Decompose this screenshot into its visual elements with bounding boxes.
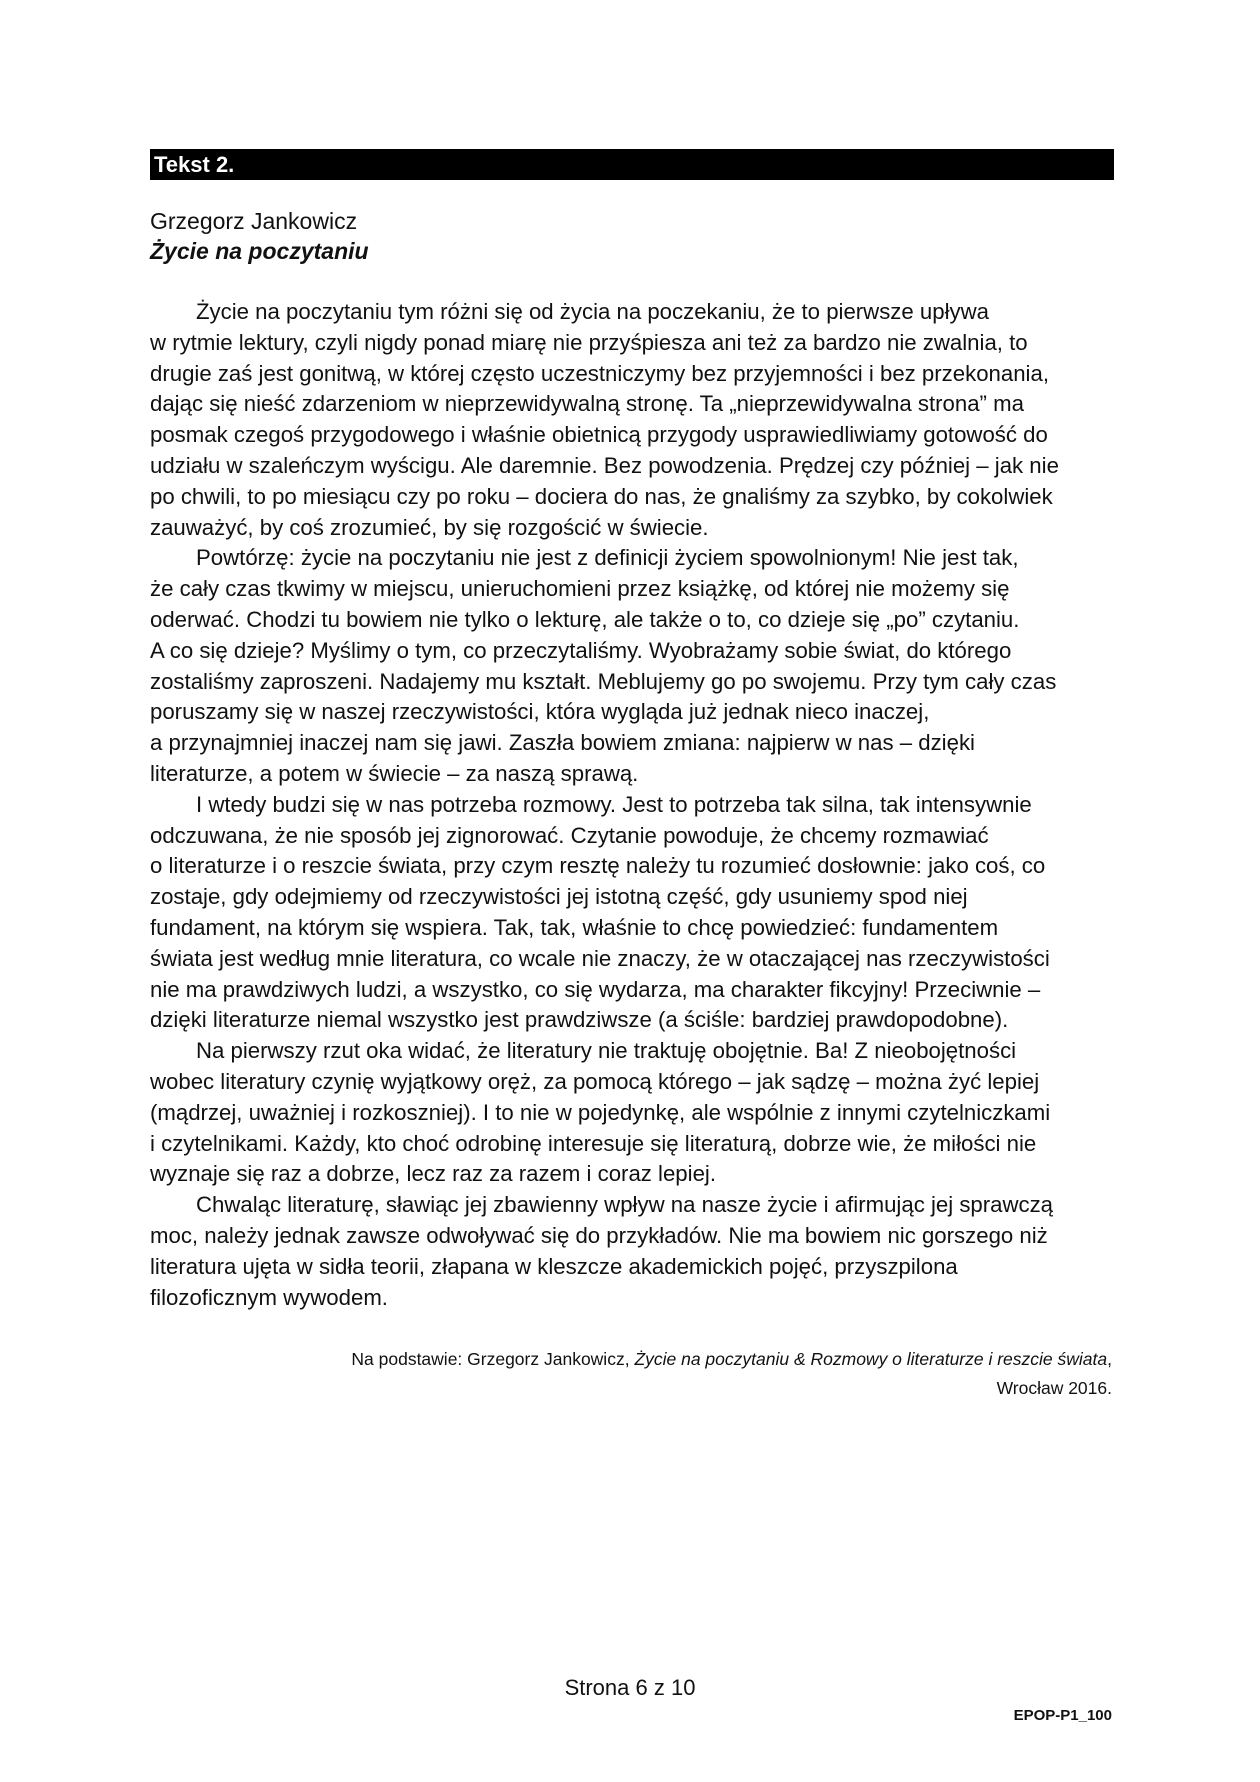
section-header-bar — [150, 149, 1114, 180]
paragraph — [150, 1190, 1115, 1313]
section-header-label: Tekst 2. — [154, 152, 235, 177]
article-author: Grzegorz Jankowicz — [150, 208, 358, 234]
text-line: zostaliśmy zaproszeni. Nadajemy mu kształt. Meblujemy go po swojemu. Przy tym cały czas — [150, 668, 1057, 694]
source-book-title: Życie na poczytaniu & Rozmowy o literaturze i reszcie świata — [634, 1349, 1108, 1369]
text-line: po chwili, to po miesiącu czy po roku – dociera do nas, że gnaliśmy za szybko, by cokolwiek — [150, 483, 1053, 509]
text-line: moc, należy jednak zawsze odwoływać się do przykładów. Nie ma bowiem nic gorszego niż — [150, 1222, 1048, 1248]
text-line: i czytelnikami. Każdy, kto choć odrobinę interesuje się literaturą, dobrze wie, że miłości nie — [150, 1130, 1037, 1156]
text-line: Życie na poczytaniu tym różni się od życia na poczekaniu, że to pierwsze upływa — [196, 299, 989, 324]
text-line: świata jest według mnie literatura, co wcale nie znaczy, że w otaczającej nas rzeczywistości — [150, 945, 1050, 971]
source-line — [351, 1345, 1112, 1374]
text-line: Powtórzę: życie na poczytaniu nie jest z definicji życiem spowolnionym! Nie jest tak, — [196, 545, 1019, 571]
text-line: Na pierwszy rzut oka widać, że literatury nie traktuję obojętnie. Ba! Z nieobojętności — [196, 1038, 1017, 1064]
text-line: Chwaląc literaturę, sławiąc jej zbawienny wpływ na nasze życie i afirmując jej sprawczą — [196, 1192, 1054, 1218]
source-prefix: Na podstawie: Grzegorz Jankowicz, — [351, 1349, 635, 1369]
article-title: Życie na poczytaniu — [150, 238, 369, 264]
text-line: fundament, na którym się wspiera. Tak, tak, właśnie to chcę powiedzieć: fundamentem — [150, 914, 999, 940]
text-line: odczuwana, że nie sposób jej zignorować. Czytanie powoduje, że chcemy rozmawiać — [150, 822, 989, 848]
text-line: zauważyć, by coś zrozumieć, by się rozgościć w świecie. — [150, 514, 709, 540]
paragraph — [150, 543, 1115, 789]
source-citation — [351, 1345, 1112, 1403]
text-line: filozoficznym wywodem. — [150, 1284, 388, 1310]
text-line: zostaje, gdy odejmiemy od rzeczywistości jej istotną część, gdy usuniemy spod niej — [150, 884, 968, 910]
text-line: że cały czas tkwimy w miejscu, unieruchomieni przez książkę, od której nie możemy się — [150, 576, 1010, 602]
text-line: udziału w szaleńczym wyścigu. Ale daremnie. Bez powodzenia. Prędzej czy później – jak nie — [150, 452, 1059, 478]
exam-code: EPOP-P1_100 — [1013, 1707, 1112, 1724]
page-number: Strona 6 z 10 — [564, 1675, 696, 1700]
text-line: drugie zaś jest gonitwą, w której często uczestniczymy bez przyjemności i bez przekonania, — [150, 360, 1049, 386]
text-line: literatura ujęta w sidła teorii, złapana w kleszcze akademickich pojęć, przyszpilona — [150, 1253, 958, 1279]
text-line: a przynajmniej inaczej nam się jawi. Zaszła bowiem zmiana: najpierw w nas – dzięki — [150, 730, 975, 756]
text-line: I wtedy budzi się w nas potrzeba rozmowy. Jest to potrzeba tak silna, tak intensywnie — [196, 791, 1032, 817]
source-suffix: , — [1107, 1349, 1112, 1369]
text-line: o literaturze i o reszcie świata, przy czym resztę należy tu rozumieć dosłownie: jako coś, co — [150, 853, 1046, 879]
article-body — [150, 297, 1115, 1313]
text-line: wobec literatury czynię wyjątkowy oręż, za pomocą którego – jak sądzę – można żyć lepiej — [150, 1068, 1040, 1094]
text-line: posmak czegoś przygodowego i właśnie obietnicą przygody usprawiedliwiamy gotowość do — [150, 422, 1048, 448]
text-line: literaturze, a potem w świecie – za naszą sprawą. — [150, 760, 639, 786]
text-line: dając się nieść zdarzeniom w nieprzewidywalną stronę. Ta „nieprzewidywalna strona” ma — [150, 391, 1024, 417]
text-line: w rytmie lektury, czyli nigdy ponad miarę nie przyśpiesza ani też za bardzo nie zwalnia, to — [150, 329, 1028, 355]
text-line: wyznaje się raz a dobrze, lecz raz za razem i coraz lepiej. — [150, 1161, 717, 1187]
text-line: oderwać. Chodzi tu bowiem nie tylko o lekturę, ale także o to, co dzieje się „po” czytaniu. — [150, 606, 1020, 632]
text-line: (mądrzej, uważniej i rozkoszniej). I to nie w pojedynkę, ale wspólnie z innymi czytelniczkami — [150, 1099, 1051, 1125]
text-line: poruszamy się w naszej rzeczywistości, która wygląda już jednak nieco inaczej, — [150, 699, 930, 725]
paragraph — [150, 297, 1115, 543]
text-line: A co się dzieje? Myślimy o tym, co przeczytaliśmy. Wyobrażamy sobie świat, do którego — [150, 637, 1012, 663]
paragraph — [150, 1036, 1115, 1190]
text-line: nie ma prawdziwych ludzi, a wszystko, co się wydarza, ma charakter fikcyjny! Przeciwnie – — [150, 976, 1041, 1002]
source-place-year: Wrocław 2016. — [996, 1378, 1112, 1398]
text-line: dzięki literaturze niemal wszystko jest prawdziwsze (a ściśle: bardziej prawdopodobne). — [150, 1007, 1009, 1033]
paragraph — [150, 790, 1115, 1036]
